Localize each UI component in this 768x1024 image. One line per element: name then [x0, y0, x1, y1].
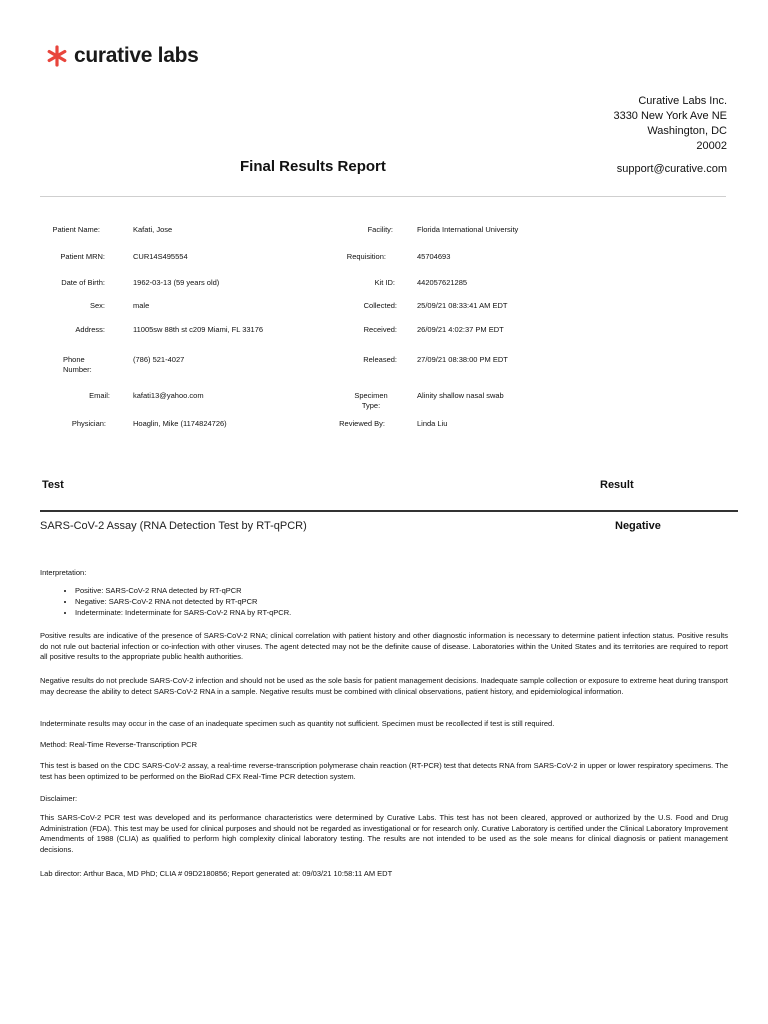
kit-id: 442057621285 — [417, 278, 468, 287]
list-item: • Negative: SARS-CoV-2 RNA not detected by RT-qPCR — [75, 596, 291, 607]
address-label: Address: — [75, 325, 105, 334]
disclaimer-heading: Disclaimer: — [40, 794, 78, 803]
results-divider — [40, 510, 738, 512]
physician-label: Physician: — [71, 419, 106, 428]
test-name: SARS-CoV-2 Assay (RNA Detection Test by RT-qPCR) — [40, 520, 307, 532]
patient-mrn-label: Patient MRN: — [60, 252, 105, 261]
patient-address: 11005sw 88th st c209 Miami, FL 33176 — [133, 325, 264, 334]
lab-address — [613, 94, 727, 154]
collected-label: Collected: — [363, 301, 397, 310]
patient-name: Kafati, Jose — [133, 225, 173, 234]
test-column-header: Test — [42, 479, 64, 491]
reviewed-by: Linda Liu — [417, 419, 448, 428]
phone: (786) 521-4027 — [133, 355, 185, 364]
specimen-type: Alinity shallow nasal swab — [417, 391, 504, 400]
received-label: Received: — [363, 325, 397, 334]
list-item: • Indeterminate: Indeterminate for SARS-CoV-2 RNA by RT-qPCR. — [75, 607, 291, 618]
result-column-header: Result — [600, 479, 634, 491]
support-email: support@curative.com — [616, 163, 727, 175]
address-line: 3330 New York Ave NE — [613, 110, 727, 122]
positive-paragraph: Positive results are indicative of the presence of SARS-CoV-2 RNA; clinical correlation with patient history and other diagnostic information is necessary to determine patient infection status. Positive results do not rule out bacterial infection or co-infection with other viruses. The agent detected may not be the definite cause of disease. Laboratories within the United States and its territories are required to report all positive results to the appropriate public health authorities. — [40, 631, 728, 661]
dob-label: Date of Birth: — [61, 278, 105, 287]
sex: male — [133, 301, 150, 310]
facility: Florida International University — [417, 225, 519, 234]
interpretation-list — [55, 585, 291, 618]
brand-logo — [46, 44, 199, 68]
phone-label: Phone Number: — [63, 355, 92, 374]
requisition: 45704693 — [417, 252, 451, 261]
address-line: Curative Labs Inc. — [638, 95, 727, 107]
method-heading: Method: Real-Time Reverse-Transcription PCR — [40, 740, 197, 749]
patient-mrn: CUR14S495554 — [133, 252, 188, 261]
method-paragraph: This test is based on the CDC SARS-CoV-2 assay, a real-time reverse-transcription polymerase chain reaction (RT-PCR) test that detects RNA from SARS-CoV-2 in upper or lower respiratory specimens. The test has been optimized to be performed on the BioRad CFX Real-Time PCR detection system. — [40, 761, 728, 781]
physician: Hoaglin, Mike (1174824726) — [133, 419, 227, 428]
facility-label: Facility: — [367, 225, 393, 234]
address-line: 20002 — [696, 140, 727, 152]
list-item: • Positive: SARS-CoV-2 RNA detected by RT-qPCR — [75, 585, 291, 596]
address-line: Washington, DC — [647, 125, 727, 137]
sex-label: Sex: — [89, 301, 105, 310]
reviewed-by-label: Reviewed By: — [339, 419, 385, 428]
page-title: Final Results Report — [240, 158, 386, 175]
released-label: Released: — [363, 355, 397, 364]
lab-director-footer: Lab director: Arthur Baca, MD PhD; CLIA # 09D2180856; Report generated at: 09/03/21 10:58:11 AM EDT — [40, 869, 393, 878]
patient-name-label: Patient Name: — [52, 225, 100, 234]
indeterminate-paragraph: Indeterminate results may occur in the case of an inadequate specimen such as quantity not sufficient. Specimen must be recollected if test is still required. — [40, 719, 555, 728]
disclaimer-paragraph: This SARS-CoV-2 PCR test was developed and its performance characteristics were determined by Curative Labs. This test has not been cleared, approved or authorized by the U.S. Food and Drug Administration (FDA). This test may be used for clinical purposes and should not be regarded as investigational or for research only. Curative Laboratory is certified under the Clinical Laboratory Improvement Amendments of 1988 (CLIA) as qualified to perform high complexity clinical laboratory testing. The results are not intended to be used as the sole means for clinical diagnosis or patient management decisions. — [40, 813, 728, 854]
released: 27/09/21 08:38:00 PM EDT — [417, 355, 508, 364]
email-label: Email: — [89, 391, 110, 400]
dob: 1962-03-13 (59 years old) — [133, 278, 220, 287]
received: 26/09/21 4:02:37 PM EDT — [417, 325, 504, 334]
logo-text: curative labs — [74, 44, 199, 67]
requisition-label: Requisition: — [346, 252, 386, 261]
negative-paragraph: Negative results do not preclude SARS-CoV-2 infection and should not be used as the sole basis for patient management decisions. Inadequate sample collection or exposure to extreme heat during transport may decrease the ability to detect SARS-CoV-2 RNA in a sample. Negative results must be combined with clinical observations, patient history, and epidemiological information. — [40, 676, 728, 696]
asterisk-logo-icon — [46, 45, 68, 67]
collected: 25/09/21 08:33:41 AM EDT — [417, 301, 508, 310]
email: kafati13@yahoo.com — [133, 391, 204, 400]
kit-id-label: Kit ID: — [374, 278, 395, 287]
interpretation-heading: Interpretation: — [40, 568, 87, 577]
test-result: Negative — [615, 520, 661, 532]
specimen-type-label: Specimen Type: — [354, 391, 388, 410]
header-divider — [40, 196, 726, 197]
